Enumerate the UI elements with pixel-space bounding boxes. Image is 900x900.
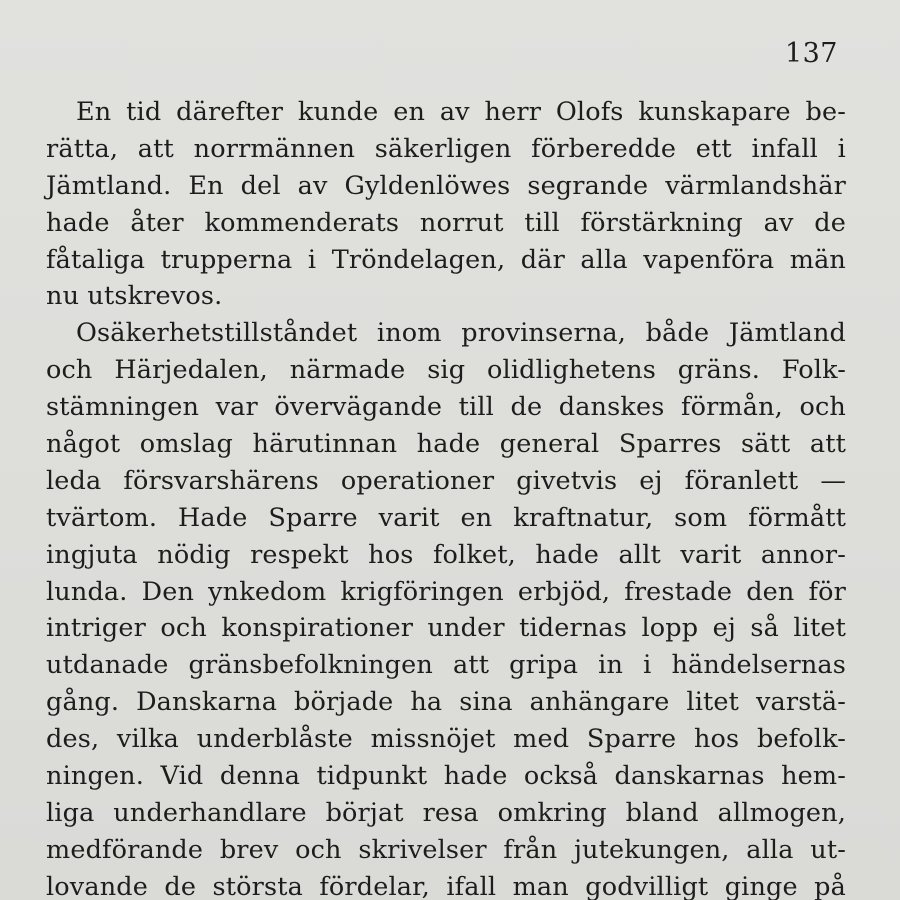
text-line: En tid därefter kunde en av herr Olofs kunskapare be- bbox=[76, 97, 846, 127]
text-line: intriger och konspirationer under tidernas lopp ej så litet bbox=[46, 613, 846, 644]
body-text bbox=[46, 94, 846, 900]
text-line: fåtaliga trupperna i Tröndelagen, där alla vapenföra män bbox=[46, 244, 846, 275]
text-line: leda försvarshärens operationer givetvis ej föranlett — bbox=[46, 465, 846, 496]
text-line: ingjuta nödig respekt hos folket, hade allt varit annor- bbox=[46, 539, 846, 570]
text-line: och Härjedalen, närmade sig olidlighetens gräns. Folk- bbox=[46, 355, 846, 386]
text-line: Jämtland. En del av Gyldenlöwes segrande värmlandshär bbox=[46, 170, 846, 201]
text-line: stämningen var övervägande till de danskes förmån, och bbox=[46, 392, 846, 423]
paragraph-2 bbox=[46, 315, 846, 900]
text-line: gång. Danskarna började ha sina anhängare litet varstä- bbox=[46, 687, 846, 718]
text-line: lunda. Den ynkedom krigföringen erbjöd, frestade den för bbox=[46, 576, 846, 607]
text-line: hade åter kommenderats norrut till förstärkning av de bbox=[46, 207, 846, 238]
text-line: något omslag härutinnan hade general Sparres sätt att bbox=[46, 429, 846, 460]
text-line: liga underhandlare börjat resa omkring bland allmogen, bbox=[46, 797, 846, 828]
text-line: medförande brev och skrivelser från jutekungen, alla ut- bbox=[46, 834, 846, 865]
text-line: lovande de största fördelar, ifall man godvilligt ginge på bbox=[46, 871, 846, 900]
text-line: rätta, att norrmännen säkerligen förberedde ett infall i bbox=[46, 133, 846, 164]
text-line: ningen. Vid denna tidpunkt hade också danskarnas hem- bbox=[46, 761, 846, 792]
text-line: utdanade gränsbefolkningen att gripa in i händelsernas bbox=[46, 650, 846, 681]
text-line: tvärtom. Hade Sparre varit en kraftnatur, som förmått bbox=[46, 502, 846, 533]
text-line: Osäkerhetstillståndet inom provinserna, både Jämtland bbox=[76, 318, 846, 349]
text-line: des, vilka underblåste missnöjet med Sparre hos befolk- bbox=[46, 724, 846, 755]
paragraph-1 bbox=[46, 94, 846, 315]
text-line: nu utskrevos. bbox=[46, 281, 223, 312]
page-number: 137 bbox=[784, 38, 838, 69]
